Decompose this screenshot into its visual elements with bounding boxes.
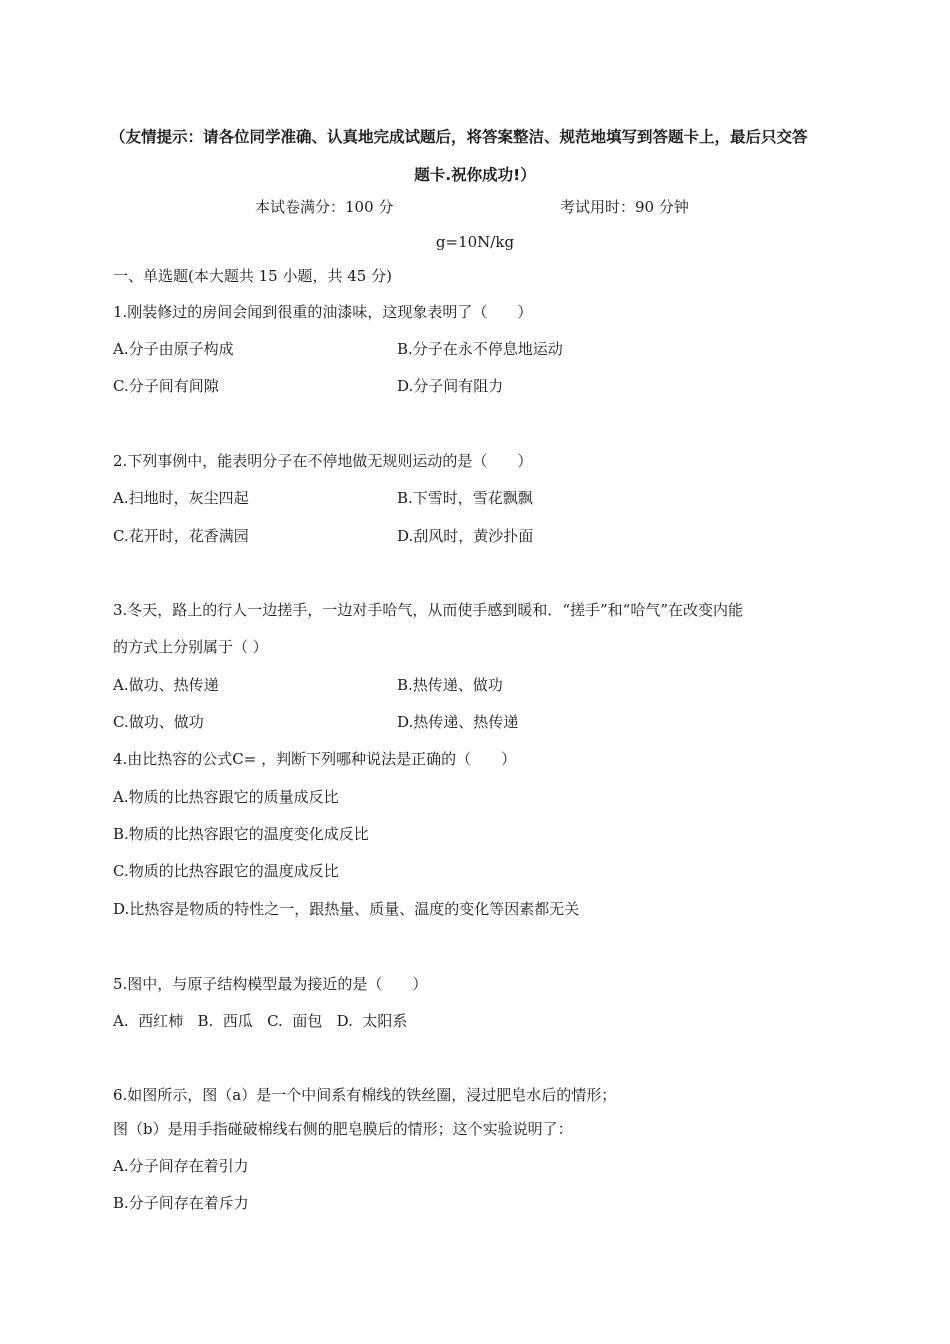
question-3-option-d: D.热传递、热传递 [397, 713, 519, 731]
question-2-option-b: B.下雪时，雪花飘飘 [397, 489, 533, 507]
question-5-stem: 5.图中，与原子结构模型最为接近的是（ ） [113, 975, 428, 993]
question-3-option-a: A.做功、热传递 [113, 676, 219, 694]
question-6-option-b: B.分子间存在着斥力 [113, 1194, 249, 1212]
question-1-stem: 1.刚装修过的房间会闻到很重的油漆味，这现象表明了（ ） [113, 303, 533, 321]
question-1-option-c: C.分子间有间隙 [113, 377, 219, 395]
question-1-option-d: D.分子间有阻力 [397, 377, 504, 395]
question-6-stem-line-2: 图（b）是用手指碰破棉线右侧的肥皂膜后的情形；这个实验说明了： [113, 1120, 573, 1138]
question-4-option-d: D.比热容是物质的特性之一，跟热量、质量、温度的变化等因素都无关 [113, 900, 580, 918]
question-5-options: A. 西红柿 B. 西瓜 C. 面包 D. 太阳系 [113, 1012, 408, 1030]
full-score: 本试卷满分：100 分 [255, 198, 394, 216]
notice-line-2: 题卡.祝你成功!） [414, 166, 536, 184]
question-1-option-b: B.分子在永不停息地运动 [397, 340, 563, 358]
question-3-option-b: B.热传递、做功 [397, 676, 503, 694]
question-2-stem: 2.下列事例中，能表明分子在不停地做无规则运动的是（ ） [113, 452, 533, 470]
question-2-option-a: A.扫地时，灰尘四起 [113, 489, 249, 507]
exam-time: 考试用时：90 分钟 [560, 198, 689, 216]
gravity-constant: g=10N/kg [435, 233, 515, 251]
question-6-stem-line-1: 6.如图所示，图（a）是一个中间系有棉线的铁丝圈，浸过肥皂水后的情形； [113, 1086, 617, 1104]
notice-line-1: （友情提示：请各位同学准确、认真地完成试题后，将答案整洁、规范地填写到答题卡上，最后只交答 [110, 128, 808, 146]
question-3-option-c: C.做功、做功 [113, 713, 204, 731]
question-4-option-c: C.物质的比热容跟它的温度成反比 [113, 862, 339, 880]
question-3-stem-line-2: 的方式上分别属于（ ） [113, 638, 268, 656]
question-4-stem: 4.由比热容的公式C= ，判断下列哪种说法是正确的（ ） [113, 750, 517, 768]
question-6-option-a: A.分子间存在着引力 [113, 1157, 249, 1175]
question-4-option-a: A.物质的比热容跟它的质量成反比 [113, 788, 339, 806]
section-title: 一、单选题(本大题共 15 小题，共 45 分) [113, 267, 392, 285]
question-4-option-b: B.物质的比热容跟它的温度变化成反比 [113, 825, 369, 843]
question-1-option-a: A.分子由原子构成 [113, 340, 234, 358]
question-2-option-c: C.花开时，花香满园 [113, 527, 249, 545]
question-3-stem-line-1: 3.冬天，路上的行人一边搓手，一边对手哈气，从而使手感到暖和．“搓手”和“哈气”在改变内能 [113, 601, 743, 619]
question-2-option-d: D.刮风时，黄沙扑面 [397, 527, 534, 545]
